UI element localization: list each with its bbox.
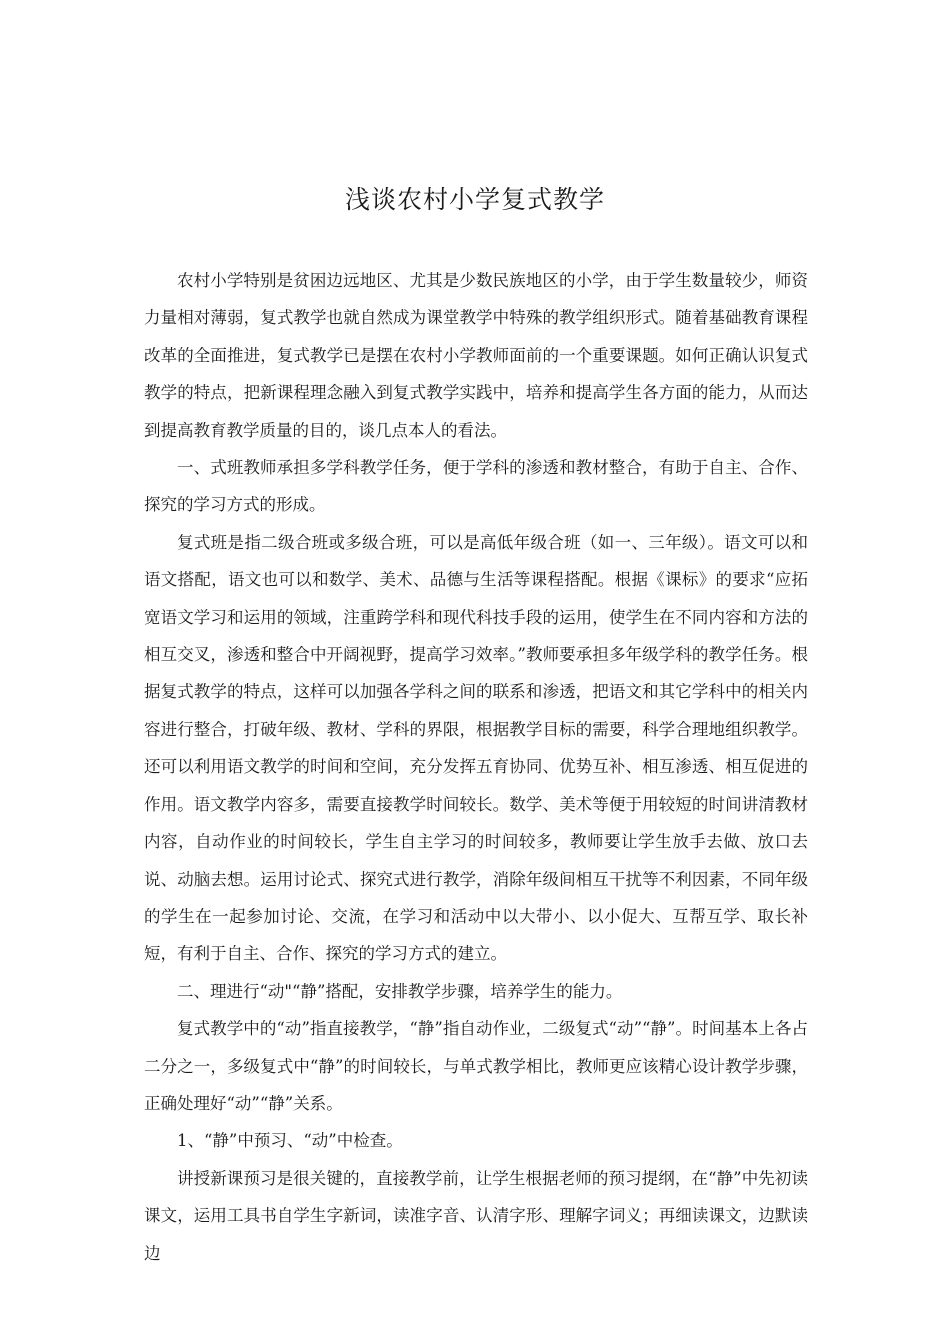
document-body <box>144 262 808 1272</box>
paragraph-intro: 农村小学特别是贫困边远地区、尤其是少数民族地区的小学，由于学生数量较少，师资力量相对薄弱，复式教学也就自然成为课堂教学中特殊的教学组织形式。随着基础教育课程改革的全面推进，复式教学已是摆在农村小学教师面前的一个重要课题。如何正确认识复式教学的特点，把新课程理念融入到复式教学实践中，培养和提高学生各方面的能力，从而达到提高教育教学质量的目的，谈几点本人的看法。 <box>144 271 808 440</box>
paragraph-preview: 讲授新课预习是很关键的，直接教学前，让学生根据老师的预习提纲，在“静”中先初读课文，运用工具书自学生字新词，读准字音、认清字形、理解字词义；再细读课文，边默读边 <box>144 1168 808 1263</box>
paragraph-dong-jing: 复式教学中的“动”指直接教学，“静”指自动作业，二级复式“动”“静”。时间基本上各占二分之一，多级复式中“静”的时间较长，与单式教学相比，教师更应该精心设计教学步骤，正确处理好“动”“静”关系。 <box>144 1019 808 1113</box>
paragraph-subheading-one: 1、“静”中预习、“动”中检查。 <box>177 1131 403 1151</box>
paragraph-heading-two: 二、理进行“动"“静”搭配，安排教学步骤，培养学生的能力。 <box>177 981 623 1001</box>
paragraph-heading-one: 一、式班教师承担多学科教学任务，便于学科的渗透和教材整合，有助于自主、合作、探究的学习方式的形成。 <box>144 458 808 515</box>
paragraph-combined-class: 复式班是指二级合班或多级合班，可以是高低年级合班（如一、三年级）。语文可以和语文搭配，语文也可以和数学、美术、品德与生活等课程搭配。根据《课标》的要求“应拓宽语文学习和运用的领域，注重跨学科和现代科技手段的运用，使学生在不同内容和方法的相互交叉，渗透和整合中开阔视野，提高学习效率。”教师要承担多年级学科的教学任务。根据复式教学的特点，这样可以加强各学科之间的联系和渗透，把语文和其它学科中的相关内容进行整合，打破年级、教材、学科的界限，根据教学目标的需要，科学合理地组织教学。还可以利用语文教学的时间和空间，充分发挥五育协同、优势互补、相互渗透、相互促进的作用。语文教学内容多，需要直接教学时间较长。数学、美术等便于用较短的时间讲清教材内容，自动作业的时间较长，学生自主学习的时间较多，教师要让学生放手去做、放口去说、动脑去想。运用讨论式、探究式进行教学，消除年级间相互干扰等不利因素，不同年级的学生在一起参加讨论、交流，在学习和活动中以大带小、以小促大、互帮互学、取长补短，有利于自主、合作、探究的学习方式的建立。 <box>144 532 808 964</box>
document-title: 浅谈农村小学复式教学 <box>344 185 605 214</box>
